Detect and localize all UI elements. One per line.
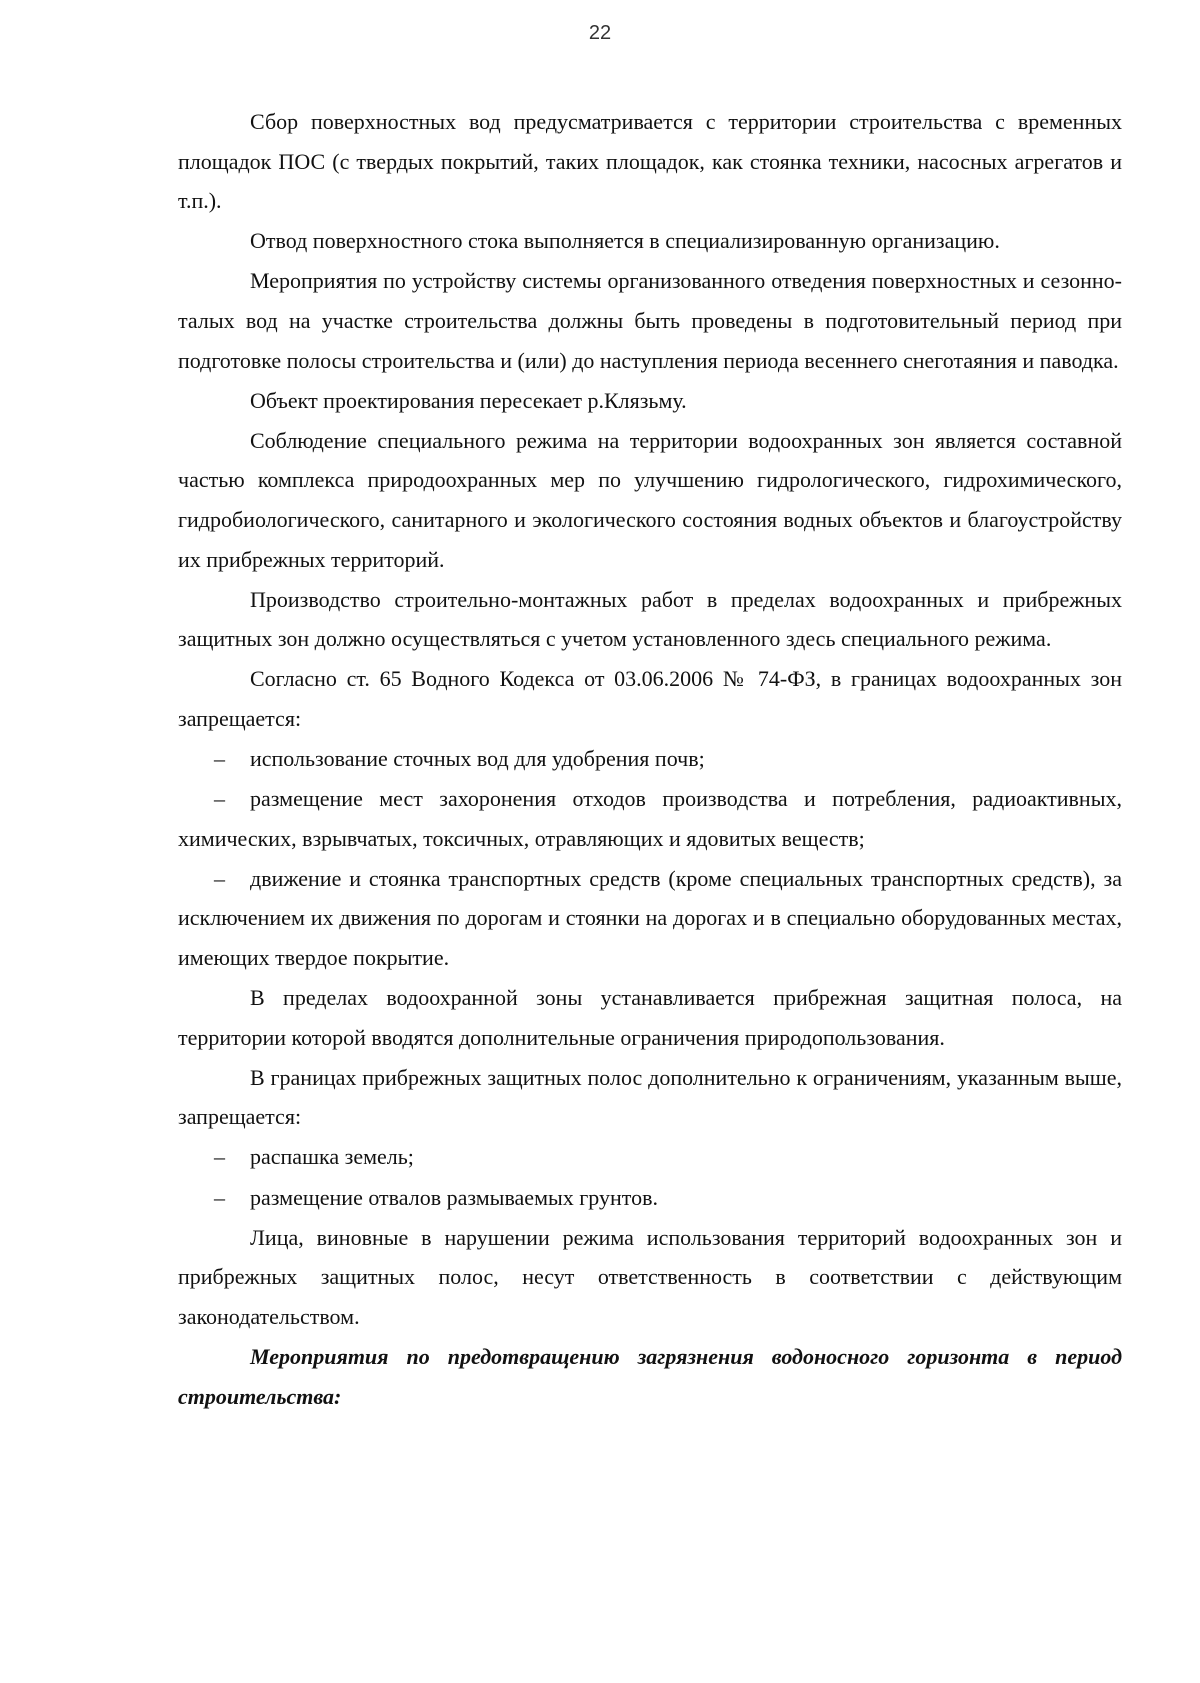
list-dash: – bbox=[214, 1144, 225, 1170]
list-dash: – bbox=[214, 746, 225, 771]
page-number: 22 bbox=[588, 22, 612, 44]
list-item bbox=[178, 859, 1122, 978]
list-item bbox=[178, 779, 1122, 858]
list-dash: – bbox=[214, 865, 225, 891]
list-item-text: размещение мест захоронения отходов производства и потребления, радиоактивных, химических, взрывчатых, токсичных, отравляющих и ядовитых веществ; bbox=[178, 786, 1122, 851]
list-item bbox=[178, 1137, 1122, 1177]
paragraph-liability: Лица, виновные в нарушении режима использования территорий водоохранных зон и прибрежных защитных полос, несут ответственность в соответствии с действующим законодательством. bbox=[178, 1224, 1122, 1329]
paragraph-strip-restrictions: В границах прибрежных защитных полос дополнительно к ограничениям, указанным выше, запрещается: bbox=[178, 1064, 1122, 1130]
list-item bbox=[178, 1178, 1122, 1218]
paragraph-runoff-discharge: Отвод поверхностного стока выполняется в специализированную организацию. bbox=[250, 228, 1000, 254]
paragraph-special-regime: Соблюдение специального режима на территории водоохранных зон является составной частью комплекса природоохранных мер по улучшению гидрологического, гидрохимического, гидробиологического, санитарного и экологического состояния водных объектов и благоустройству их прибрежных территорий. bbox=[178, 427, 1122, 572]
paragraph-construction-works: Производство строительно-монтажных работ в пределах водоохранных и прибрежных защитных зон должно осуществляться с учетом установленного здесь специального режима. bbox=[178, 586, 1122, 652]
paragraph-drainage-measures: Мероприятия по устройству системы организованного отведения поверхностных и сезонно-талых вод на участке строительства должны быть проведены в подготовительный период при подготовке полосы строительства и (или) до наступления периода весеннего снеготаяния и паводка. bbox=[178, 268, 1122, 373]
list-item bbox=[178, 739, 1122, 779]
list-item-text: движение и стоянка транспортных средств (кроме специальных транспортных средств), за исключением их движения по дорогам и стоянки на дорогах и в специально оборудованных местах, имеющих твердое покрытие. bbox=[178, 865, 1122, 970]
paragraph-water-code: Согласно ст. 65 Водного Кодекса от 03.06.2006 № 74-ФЗ, в границах водоохранных зон запрещается: bbox=[178, 666, 1122, 731]
list-item-text: распашка земель; bbox=[250, 1144, 414, 1170]
list-item-text: использование сточных вод для удобрения почв; bbox=[250, 746, 705, 771]
list-dash: – bbox=[214, 1184, 225, 1210]
document-body bbox=[178, 102, 1122, 1416]
paragraph-river-crossing: Объект проектирования пересекает р.Клязьму. bbox=[250, 387, 687, 413]
list-dash: – bbox=[214, 786, 225, 812]
paragraph-surface-water-collection: Сбор поверхностных вод предусматривается с территории строительства с временных площадок ПОС (с твердых покрытий, таких площадок, как стоянка техники, насосных агрегатов и т.п.). bbox=[178, 109, 1122, 214]
list-item-text: размещение отвалов размываемых грунтов. bbox=[250, 1184, 658, 1210]
paragraph-protective-strip: В пределах водоохранной зоны устанавливается прибрежная защитная полоса, на территории которой вводятся дополнительные ограничения природопользования. bbox=[178, 985, 1122, 1050]
section-heading: Мероприятия по предотвращению загрязнения водоносного горизонта в период строительства: bbox=[178, 1343, 1122, 1409]
